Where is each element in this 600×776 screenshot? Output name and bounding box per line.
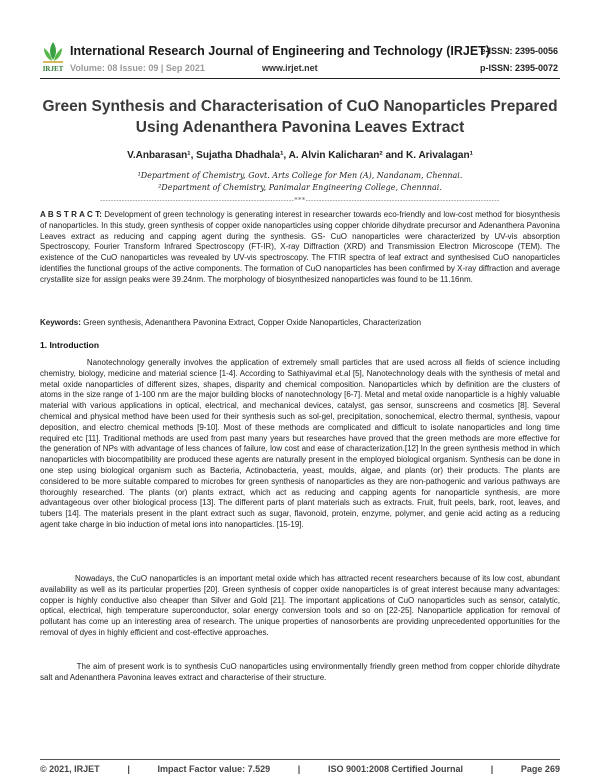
logo-text: IRJET — [42, 65, 64, 73]
footer-divider: | — [297, 764, 301, 774]
title-line-1: Green Synthesis and Characterisation of CuO Nanoparticles Prepared — [42, 98, 558, 115]
footer-copyright: © 2021, IRJET — [40, 764, 100, 774]
footer-impact: Impact Factor value: 7.529 — [157, 764, 271, 774]
footer-page: Page 269 — [520, 764, 560, 774]
footer — [40, 764, 560, 774]
eissn: e-ISSN: 2395-0056 — [480, 46, 558, 56]
journal-volume: Volume: 08 Issue: 09 | Sep 2021 — [70, 63, 205, 73]
footer-rule — [40, 759, 560, 760]
journal-name: International Research Journal of Engineering and Technology (IRJET) — [70, 44, 490, 58]
paper-title — [40, 96, 560, 138]
header-rule — [40, 78, 560, 79]
keywords-text: Green synthesis, Adenanthera Pavonina Extract, Copper Oxide Nanoparticles, Characterization — [80, 318, 422, 327]
abstract-label: A B S T R A C T: — [40, 210, 102, 219]
footer-divider: | — [127, 764, 130, 774]
keywords — [40, 318, 560, 329]
footer-iso: ISO 9001:2008 Certified Journal — [327, 764, 464, 774]
intro-paragraph-3: The aim of present work is to synthesis CuO nanoparticles using environmentally friendly green method from copper chloride dihydrate salt and Adenanthera Pavonina leaves extract and characterise of their structure. — [40, 662, 560, 682]
authors: V.Anbarasan¹, Sujatha Dhadhala¹, A. Alvin Kalicharan² and K. Arivalagan¹ — [127, 150, 473, 161]
intro-heading: 1. Introduction — [40, 340, 100, 350]
abstract — [40, 210, 560, 286]
intro-paragraph-1: Nanotechnology generally involves the application of extremely small particles that are used across all fields of science including chemistry, biology, medicine and material science [1-4]. According to Sathiyavimal et.al [5], Nanotechnology deals with the synthesis of metal and metal oxide nanoparticles of different sizes, shapes, disparity and chemical composition. Nanoparticles which by definition are the clusters of atoms in the size range of 1-100 nm are the major building blocks of nanotechnology [6-7]. Metal and metal oxide nanoparticle is a highly valuable material with various applications in optical, electrical, and mechanical devices, catalyst, gas sensor, sunscreens and cosmetics [8]. Several chemical and physical method have been used for their synthesis such as sol-gel, precipitation, sonochemical, electro thermal, synthesis, vapour deposition, and electro chemical methods [9-10]. Most of these methods are complicated and difficult to isolate nanoparticles and long time required etc [11]. Traditional methods are used from past many years but researches have proved that the green methods are more effective for the generation of NPs with advantage of less chances of failure, low cost and ease of characterization.[12] In the green synthesis method in which nanoparticles with biocompatibility are produced these agents are naturally present in the employed biological organism. Synthesis can be done in one step using biological organism such as Bacteria, Actinobacteria, yeast, moulds, algae, and plants (or) their products. The plants are considered to be more suitable compared to microbes for green synthesis of nanoparticles as they are non-pathogenic and various pathways are thoroughly researched. The plants (or) plants extract, which act as reducing and capping agents for nanoparticle synthesis, are more advantageous over other biological process [13]. The different parts of plant materials such as extracts. Fruit, fruit peels, bark, root, leaves, and tubers [14]. The materials present in the plant extract such as sugar, flavonoid, protein, enzyme, polymer, and genie acid acting as a reducing agent take charge in bio induction of metal ions into nanoparticles. [15-19]. — [40, 358, 560, 529]
intro-paragraph-2: Nowadays, the CuO nanoparticles is an important metal oxide which has attracted recent researchers because of its low cost, abundant availability as well as its particular properties [20]. Green synthesis of copper oxide nanoparticles is of great interest because many advantages: copper is highly conductive also cheaper than Silver and Gold [21]. The important applications of CuO nanoparticles such as sensor, catalytic, optical, electrical, high temperature superconductor, solar energy conversion tools and so on [22-25]. Nanoparticle application for removal of pollutant has come up an interesting area of research. The unique properties of nanosorbents are providing unprecedented opportunities for the removal of dyes in highly efficient and cost-effective approaches. — [40, 574, 560, 637]
affiliation-2: ²Department of Chemistry, Panimalar Engineering College, Chennnai. — [158, 183, 442, 192]
affiliation-1: ¹Department of Chemistry, Govt. Arts College for Men (A), Nandanam, Chennai. — [137, 171, 463, 180]
irjet-logo — [40, 40, 66, 74]
footer-divider: | — [490, 764, 494, 774]
separator: ------------------------------------------------------------------------***------------------------------------------------------------------------ — [100, 196, 500, 204]
journal-website[interactable]: www.irjet.net — [262, 63, 318, 73]
pissn: p-ISSN: 2395-0072 — [479, 63, 558, 73]
keywords-label: Keywords: — [40, 318, 81, 327]
title-line-2: Using Adenanthera Pavonina Leaves Extract — [135, 119, 465, 136]
abstract-text: Development of green technology is generating interest in researcher towards eco-friendly and low-cost method for biosynthesis of nanoparticles. In this study, green synthesis of copper oxide nanoparticles using copper chloride dihydrate precursor and Adenanthera Pavonina Leaves extract as reducing and capping agent during the synthesis. GS- CuO nanoparticles were characterized by UV-vis absorption Spectroscopy, Fourier Transform Infrared Spectroscopy (FT-IR), X-ray Diffraction (XRD) and Transmission Electron Microscope (TEM). The existence of the CuO nanoparticles was revealed by UV-vis spectroscopy. The FTIR spectra of leaf extract and synthesised CuO nanoparticles identifies the functional groups of the active components. The formation of CuO nanoparticles has been confirmed by X-ray diffraction and average crystallite size for assign peaks were 39.24nm. The morphology of biosynthesized nanoparticles was found to be 11.16nm. — [40, 210, 560, 284]
